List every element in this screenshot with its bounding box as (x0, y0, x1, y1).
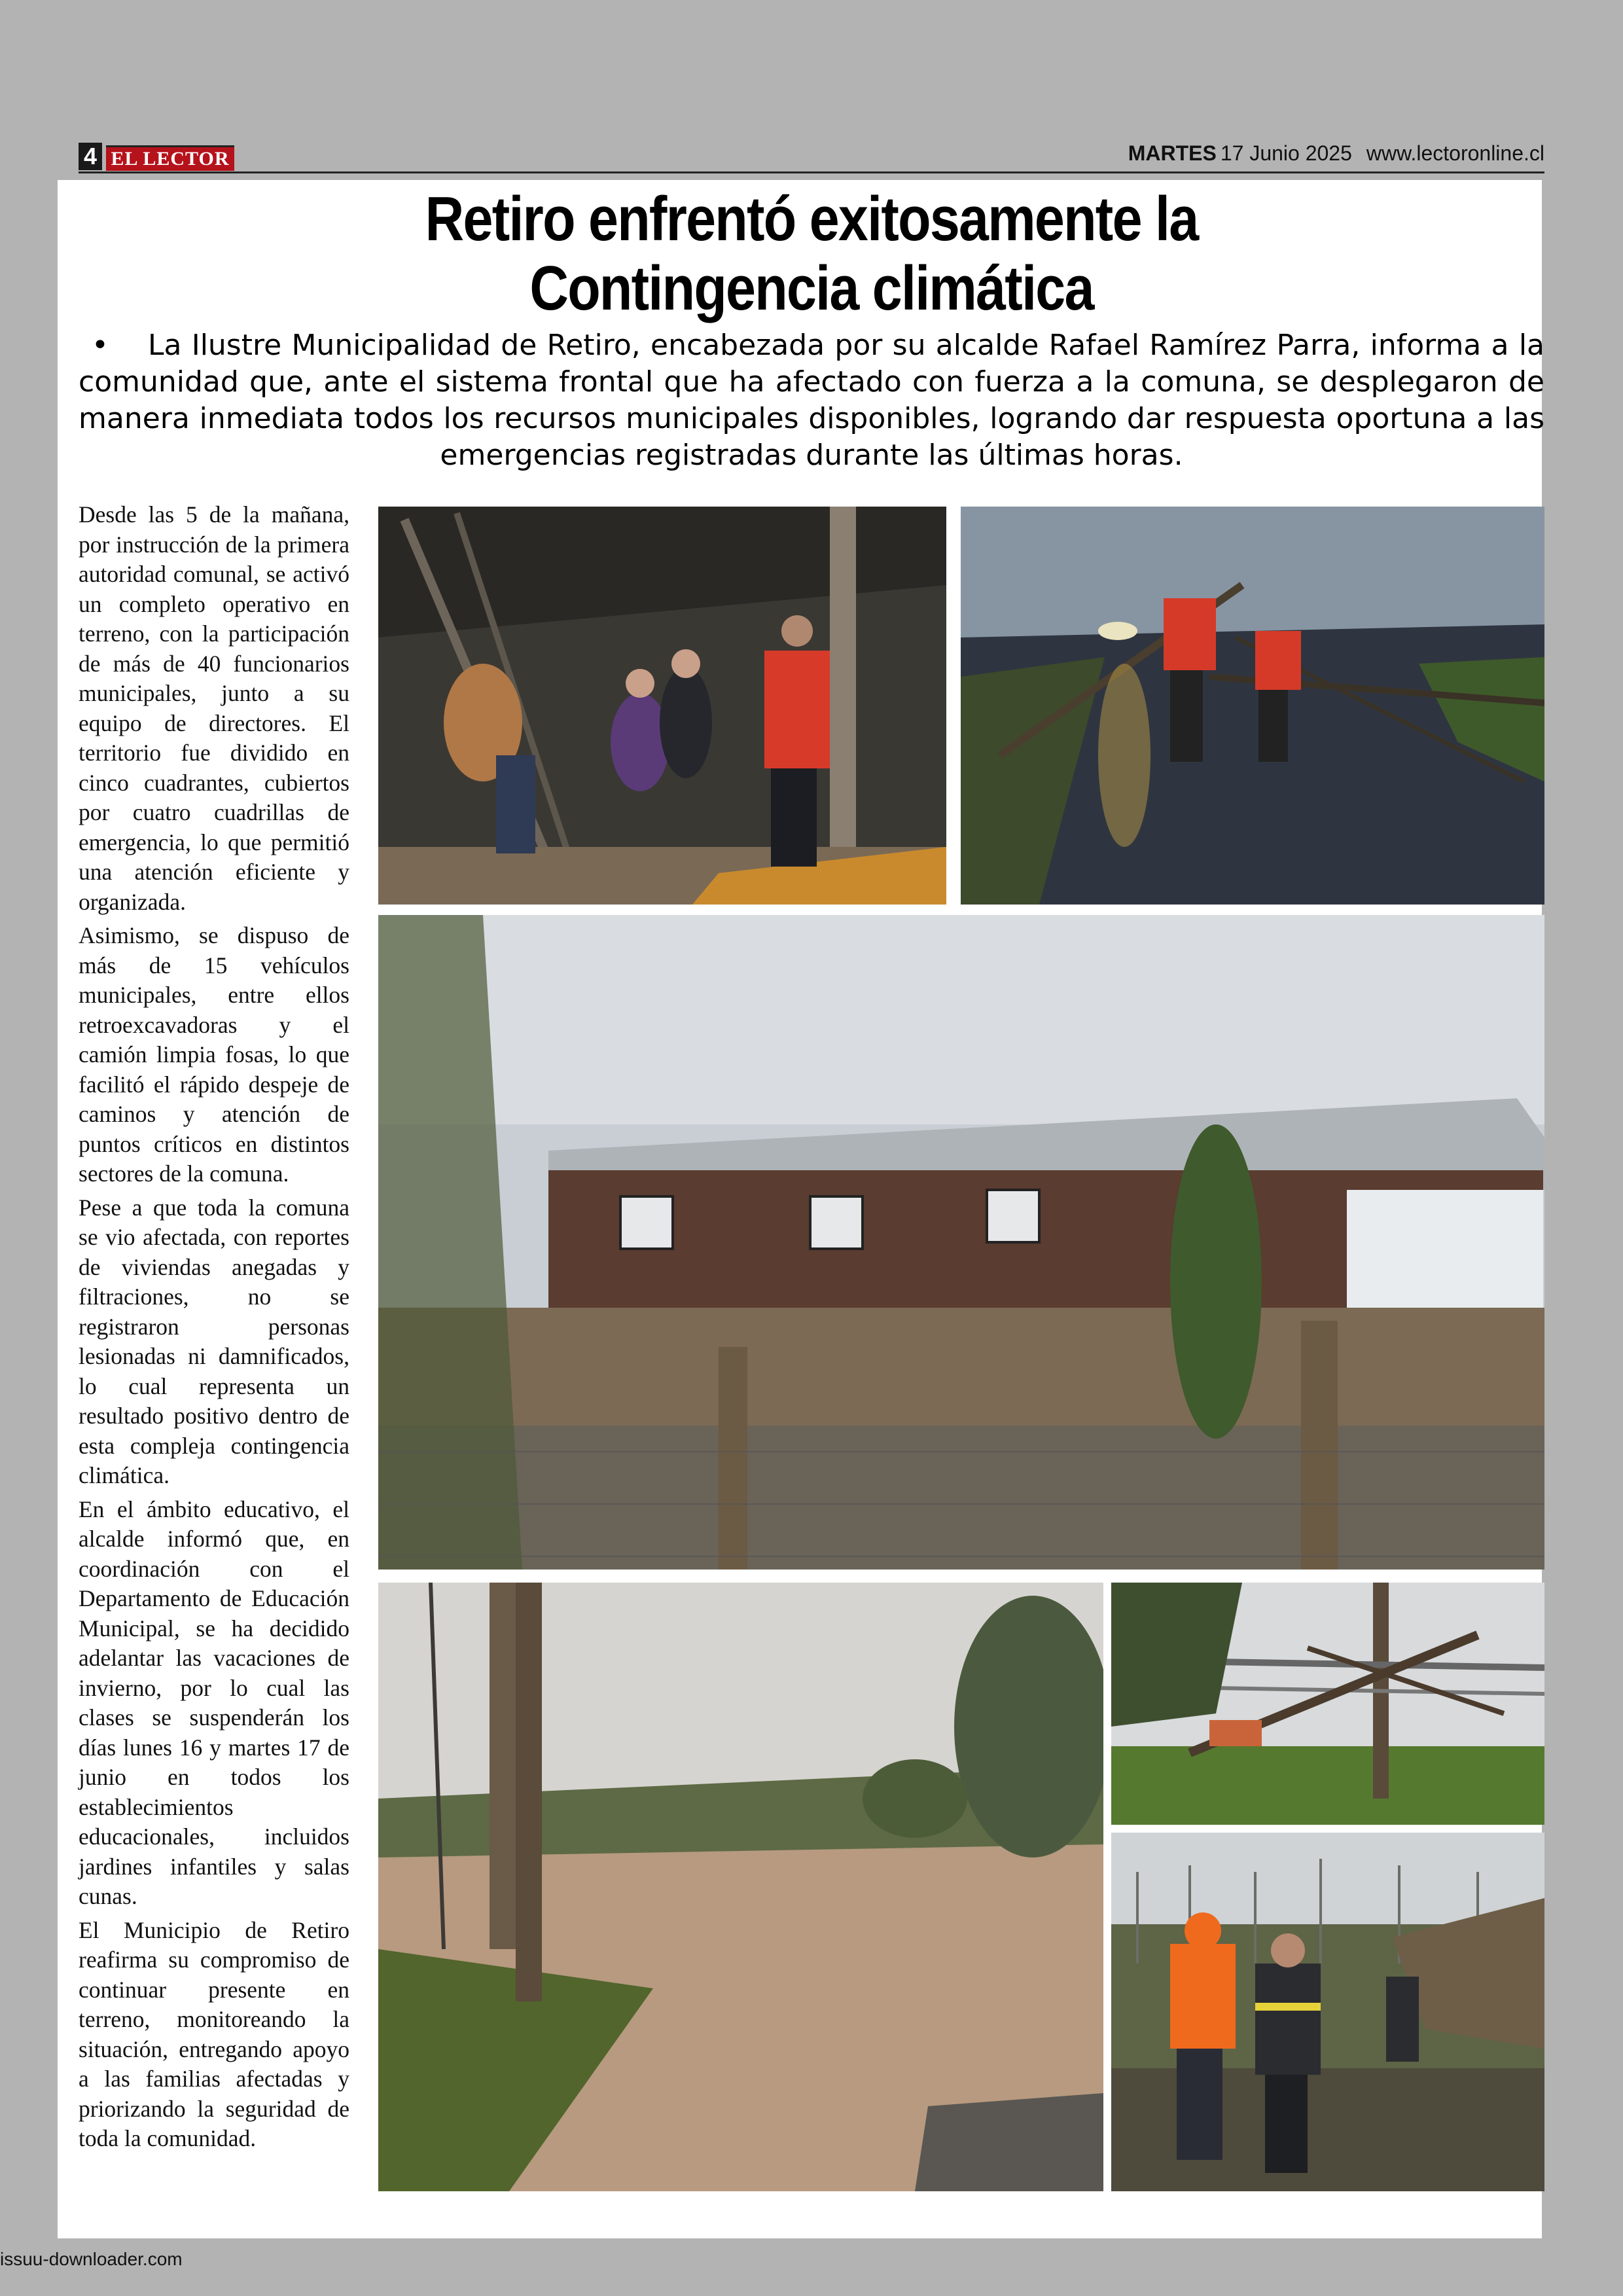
header-rule (79, 171, 1544, 173)
lead-bullet: • (92, 329, 109, 362)
photo-flooded-house (378, 915, 1544, 1570)
masthead (79, 139, 1544, 171)
paragraph: Asimismo, se dispuso de más de 15 vehículos municipales, entre ellos retroexcavadoras y el camión limpia fosas, lo que facilitó el rápido despeje de caminos y atención de puntos críticos en distintos sectores de la comuna. (79, 922, 349, 1187)
newspaper-logo: EL LECTOR (106, 145, 234, 171)
photo-flooded-road (378, 1583, 1103, 2191)
photo-shed-visit (378, 507, 946, 905)
issue-date: 17 Junio 2025 (1220, 141, 1352, 165)
dateline (1128, 141, 1544, 166)
photo-crew-clearing-tree (1111, 1833, 1544, 2191)
website-link[interactable]: www.lectoronline.cl (1366, 141, 1544, 165)
lead-text: La Ilustre Municipalidad de Retiro, encabezada por su alcalde Rafael Ramírez Parra, informa a la comunidad que, ante el sistema frontal que ha afectado con fuerza a la comuna, se desplegaron de manera inmediata todos los recursos municipales disponibles, logrando dar respuesta oportuna a las emergencias registradas durante las últimas horas. (79, 329, 1544, 472)
paragraph: Desde las 5 de la mañana, por instrucción de la primera autoridad comunal, se activó un completo operativo en terreno, con la participación de más de 40 funcionarios municipales, junto a su equipo de directores. El territorio fue dividido en cinco cuadrantes, cubiertos por cuatro cuadrillas de emergencia, lo que permitió una atención eficiente y organizada. (79, 501, 349, 915)
headline-line-2: Contingencia climática (529, 253, 1094, 323)
paragraph: Pese a que toda la comuna se vio afectada, con reportes de viviendas anegadas y filtraciones, no se registraron personas lesionadas ni damnificados, lo cual representa un resultado positivo dentro de esta compleja contingencia climática. (79, 1194, 349, 1488)
issue-day: MARTES (1128, 141, 1217, 165)
page-number: 4 (79, 143, 102, 170)
photo-fallen-tree-road (961, 507, 1544, 905)
paragraph: En el ámbito educativo, el alcalde informó que, en coordinación con el Departamento de Educación Municipal, se ha decidido adelantar las vacaciones de invierno, por lo cual las clases se suspenderán los días lunes 16 y martes 17 de junio en todos los establecimientos educacionales, incluidos jardines infantiles y salas cunas. (79, 1496, 349, 1909)
photo-tree-on-bridge (1111, 1583, 1544, 1825)
source-watermark: issuu-downloader.com (0, 2249, 183, 2269)
headline-line-1: Retiro enfrentó exitosamente la (425, 184, 1198, 254)
article-lead (79, 327, 1544, 474)
article-body (79, 500, 349, 2158)
article-headline (181, 185, 1442, 323)
paragraph: El Municipio de Retiro reafirma su compromiso de continuar presente en terreno, monitoreando la situación, entregando apoyo a las familias afectadas y priorizando la seguridad de toda la comunidad. (79, 1916, 349, 2151)
